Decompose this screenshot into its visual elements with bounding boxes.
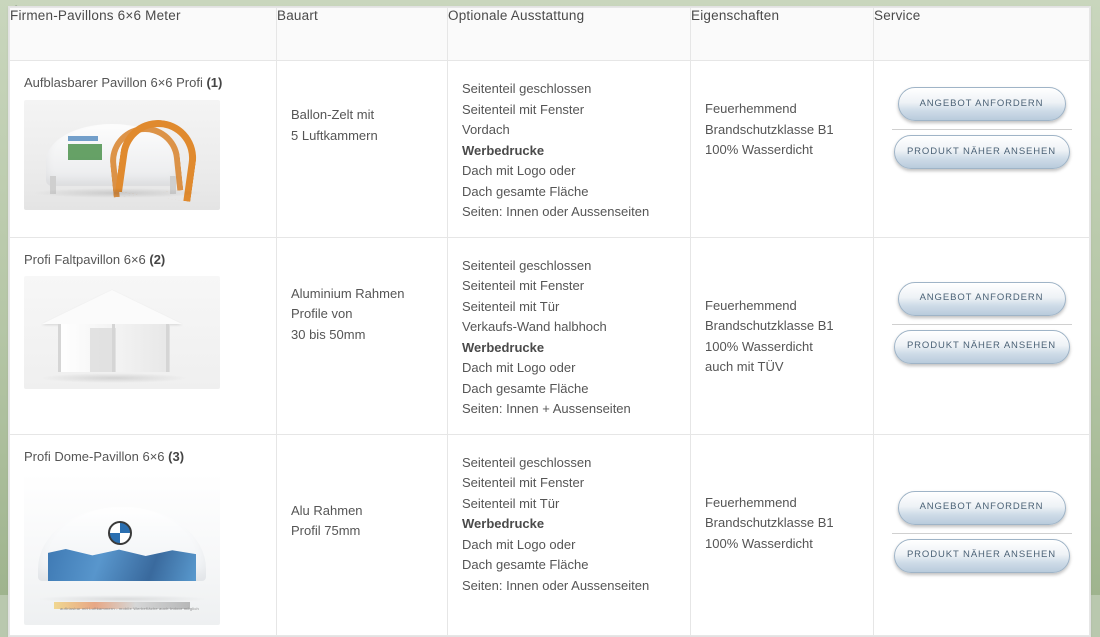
construction-line: Profil 75mm [291,523,361,538]
construction-cell [277,237,448,434]
product-cell [10,237,277,434]
request-quote-button[interactable]: ANGEBOT ANFORDERN [898,282,1066,316]
construction-line: 30 bis 50mm [291,326,366,342]
image-caption: aufblasbar mit Luftkammern - mobile Werbefläche auch Indoor möglich [60,605,199,611]
option-item: Dach mit Logo oder [462,536,576,552]
properties-cell [691,434,874,636]
option-item: Verkaufs-Wand halbhoch [462,319,607,334]
product-cell [10,61,277,238]
service-cell [874,434,1090,636]
property-item: 100% Wasserdicht [705,142,813,157]
property-item: Feuerhemmend [705,101,797,116]
option-item: Seitenteil mit Fenster [462,278,585,293]
table-row [10,434,1090,636]
option-item: Dach mit Logo oder [462,360,576,375]
column-header-construction: Bauart [277,8,448,61]
property-item: Feuerhemmend [705,297,797,313]
property-item: Brandschutzklasse B1 [705,515,834,530]
option-item: Seitenteil mit Tür [462,495,560,511]
table-row [10,61,1090,238]
product-comparison-table [9,7,1090,636]
options-cell [448,61,691,238]
option-item: Seitenteil geschlossen [462,81,592,96]
option-item: Dach gesamte Fläche [462,380,589,396]
product-cell [10,434,277,636]
view-product-button[interactable]: PRODUKT NÄHER ANSEHEN [894,539,1070,573]
construction-line: Profile von [291,306,353,321]
option-item: Vordach [462,122,510,137]
table-row [10,237,1090,434]
properties-cell [691,237,874,434]
folding-pavilion-photo [24,276,220,389]
option-item-highlight: Werbedrucke [462,142,545,158]
construction-cell [277,61,448,238]
construction-line: Ballon-Zelt mit [291,107,375,122]
option-item: Seitenteil mit Fenster [462,101,585,117]
button-divider [892,129,1072,130]
view-product-button[interactable]: PRODUKT NÄHER ANSEHEN [894,330,1070,364]
service-cell [874,237,1090,434]
column-header-service: Service [874,8,1090,61]
option-item: Dach gesamte Fläche [462,183,589,199]
service-cell [874,61,1090,238]
button-divider [892,533,1072,534]
construction-line: Aluminium Rahmen [291,285,405,301]
property-item: auch mit TÜV [705,359,784,374]
option-item: Seiten: Innen oder Aussenseiten [462,204,650,219]
option-item: Seitenteil mit Tür [462,298,560,314]
table-header-row [10,8,1090,61]
product-name: Aufblasbarer Pavillon 6×6 Profi [24,75,207,90]
product-name: Profi Faltpavillon 6×6 [24,251,150,267]
option-item: Dach gesamte Fläche [462,557,589,572]
request-quote-button[interactable]: ANGEBOT ANFORDERN [898,87,1066,121]
column-header-properties: Eigenschaften [691,8,874,61]
option-item-highlight: Werbedrucke [462,339,545,355]
option-item: Seiten: Innen oder Aussenseiten [462,577,650,593]
comparison-table-container [8,6,1091,637]
request-quote-button[interactable]: ANGEBOT ANFORDERN [898,491,1066,525]
product-number: (1) [206,75,223,90]
construction-line: Alu Rahmen [291,502,363,518]
properties-cell [691,61,874,238]
property-item: 100% Wasserdicht [705,338,813,354]
view-product-button[interactable]: PRODUKT NÄHER ANSEHEN [894,135,1070,169]
button-divider [892,324,1072,325]
column-header-options: Optionale Ausstattung [448,8,691,61]
option-item: Seiten: Innen + Aussenseiten [462,401,631,416]
column-header-product: Firmen-Pavillons 6×6 Meter [10,8,277,61]
product-name: Profi Dome-Pavillon 6×6 [24,448,169,464]
construction-cell [277,434,448,636]
inflatable-pavilion-photo [24,100,220,210]
property-item: Feuerhemmend [705,494,797,510]
option-item: Seitenteil geschlossen [462,454,592,470]
product-number: (2) [149,251,166,267]
options-cell [448,237,691,434]
property-item: 100% Wasserdicht [705,535,813,551]
product-number: (3) [168,448,185,464]
product-title [24,250,262,271]
product-title [24,447,262,468]
property-item: Brandschutzklasse B1 [705,318,834,333]
option-item-highlight: Werbedrucke [462,516,545,531]
construction-line: 5 Luftkammern [291,127,378,143]
property-item: Brandschutzklasse B1 [705,121,834,137]
option-item: Dach mit Logo oder [462,163,576,178]
option-item: Seitenteil mit Fenster [462,475,585,490]
options-cell [448,434,691,636]
dome-pavilion-photo [24,473,220,625]
option-item: Seitenteil geschlossen [462,257,592,273]
product-title [24,73,262,94]
